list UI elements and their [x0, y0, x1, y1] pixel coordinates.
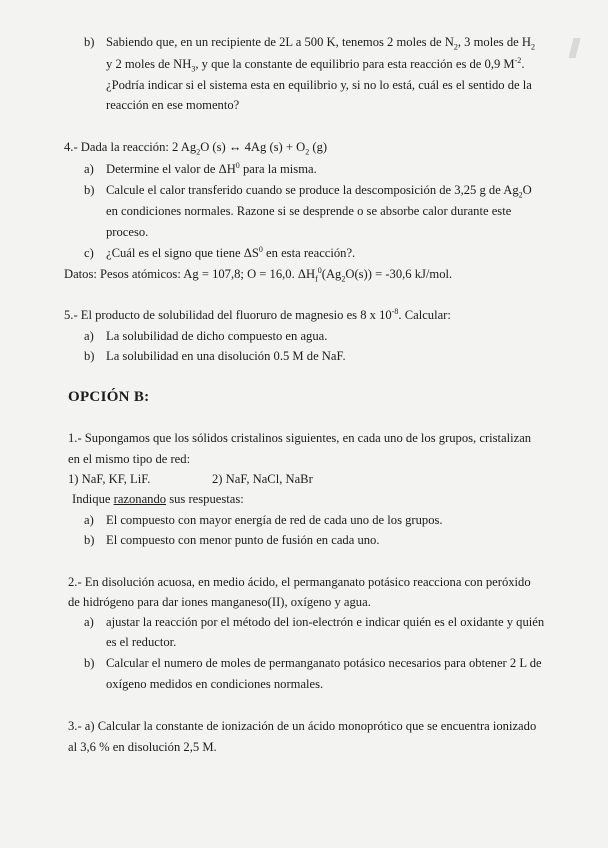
b2-intro-line-1: 2.- En disolución acuosa, en medio ácido, el permanganato potásico reacciona con peróxido [68, 575, 531, 589]
b2-b-line-2: oxígeno medidos en condiciones normales. [106, 677, 324, 691]
q5-a: a) La solubilidad de dicho compuesto en agua. [84, 329, 328, 343]
b2-intro-line-2: de hidrógeno para dar iones manganeso(II), oxígeno y agua. [68, 595, 371, 609]
q3b-line-1: b) Sabiendo que, en un recipiente de 2L a 500 K, tenemos 2 moles de $N_2$, 3 moles de $H_2$ [84, 35, 535, 52]
q4-c: c) ¿Cuál es el signo que tiene $\Delta S^0$ en esta reacción?. [84, 244, 356, 260]
b1-intro-line-2: en el mismo tipo de red: [68, 452, 191, 466]
b1-b: b) El compuesto con menor punto de fusión en cada uno. [84, 533, 380, 547]
scan-mark [569, 38, 581, 58]
b1-group-2: 2) NaF, NaCl, NaBr [212, 472, 313, 486]
q3b-line-2: y 2 moles de $NH_3$, y que la constante de equilibrio para esta reacción es de 0,9 $M^{-2}$. [106, 55, 525, 74]
b2-b-line-1: b) Calcular el numero de moles de permanganato potásico necesarios para obtener 2 L de [84, 656, 542, 670]
q4-b-line-2: en condiciones normales. Razone si se desprende o se absorbe calor durante este [106, 204, 512, 218]
opcion-b-heading: OPCIÓN B: [68, 389, 150, 405]
b1-group-1: 1) NaF, KF, LiF. [68, 472, 151, 486]
b1-intro-line-1: 1.- Supongamos que los sólidos cristalinos siguientes, en cada uno de los grupos, cristalizan [68, 431, 532, 445]
q4-b-line-1: b) Calcule el calor transferido cuando se produce la descomposición de 3,25 g de $Ag_2O$ [84, 183, 532, 200]
b2-a-line-2: es el reductor. [106, 635, 177, 649]
q4-intro: 4.- Dada la reacción: 2 $Ag_2O$ (s) ↔ 4Ag $(s) + O_2$ (g) [64, 140, 328, 157]
b2-a-line-1: a) ajustar la reacción por el método del ion-electrón e indicar quién es el oxidante y quién [84, 615, 545, 629]
q4-b-line-3: proceso. [106, 225, 149, 239]
b3-line-1: 3.- a) Calcular la constante de ionización de un ácido monoprótico que se encuentra ionizado [68, 719, 537, 733]
q5-b: b) La solubilidad en una disolución 0.5 M de NaF. [84, 349, 346, 363]
b1-indique: Indique razonando sus respuestas: [72, 492, 244, 506]
q4-datos: Datos: Pesos atómicos: Ag = 107,8; O = 16,0. $\Delta H_f^0(Ag_2O(s)) = -30,6$ kJ/mol. [64, 265, 453, 284]
q3b-line-3: ¿Podría indicar si el sistema esta en equilibrio y, si no lo está, cuál es el sentido de la [106, 78, 532, 92]
q4-a: a) Determine el valor de $\Delta H^0$ para la misma. [84, 160, 317, 176]
b1-a: a) El compuesto con mayor energía de red de cada uno de los grupos. [84, 513, 443, 527]
b3-line-2: al 3,6 % en disolución 2,5 M. [68, 740, 217, 754]
q3b-line-4: reacción en ese momento? [106, 98, 240, 112]
q5-intro: 5.- El producto de solubilidad del fluoruro de magnesio es 8 x $10^{-8}$. Calcular: [64, 306, 451, 322]
